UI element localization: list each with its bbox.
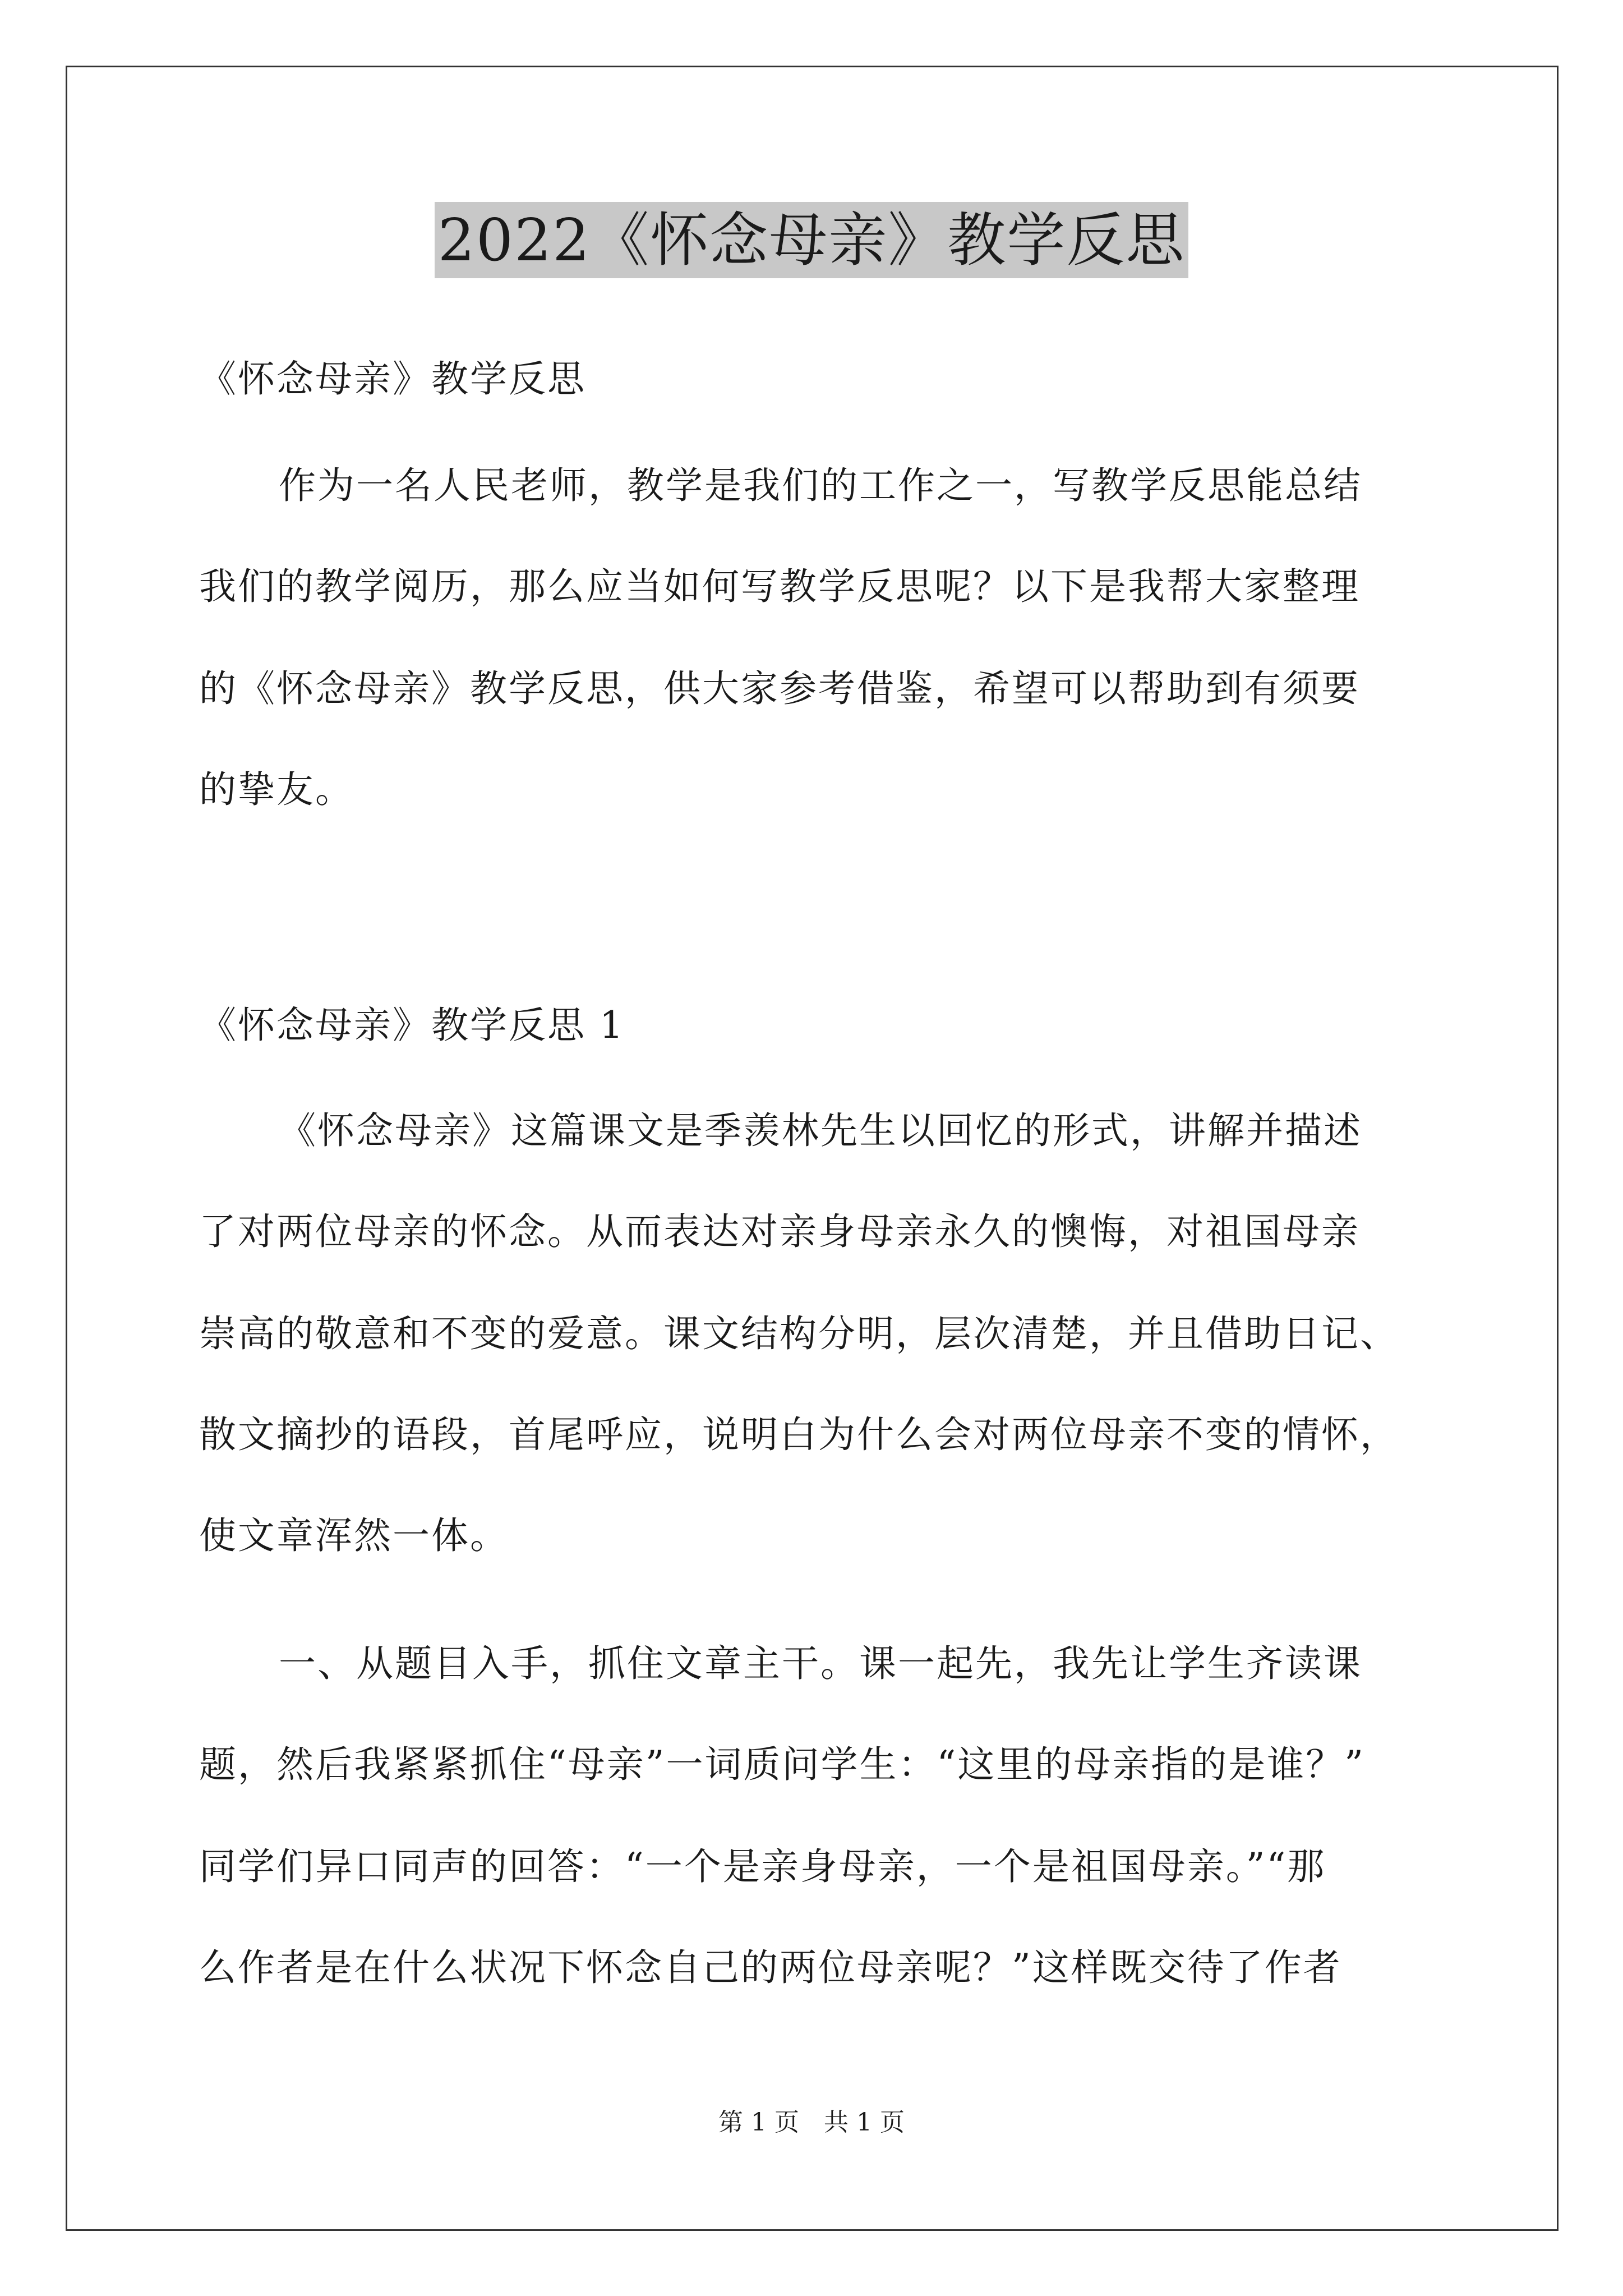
title-container [0, 202, 1623, 278]
page-footer: 第 1 页 共 1 页 [718, 2108, 905, 2137]
paragraph-line: 么作者是在什么状况下怀念自己的两位母亲呢？”这样既交待了作者 [199, 1946, 1342, 1989]
paragraph-line: 《怀念母亲》这篇课文是季羡林先生以回忆的形式，讲解并描述 [279, 1109, 1362, 1152]
paragraph-line: 使文章浑然一体。 [199, 1514, 509, 1557]
paragraph-line: 题，然后我紧紧抓住“母亲”一词质问学生：“这里的母亲指的是谁？” [199, 1743, 1365, 1786]
intro-line: 我们的教学阅历，那么应当如何写教学反思呢？以下是我帮大家整理 [199, 565, 1360, 608]
paragraph-line: 一、从题目入手，抓住文章主干。课一起先，我先让学生齐读课 [279, 1642, 1362, 1685]
paragraph-line: 了对两位母亲的怀念。从而表达对亲身母亲永久的懊悔，对祖国母亲 [199, 1210, 1360, 1253]
paragraph-line: 崇高的敬意和不变的爱意。课文结构分明，层次清楚，并且借助日记、 [199, 1312, 1399, 1355]
paragraph-line: 散文摘抄的语段，首尾呼应，说明白为什么会对两位母亲不变的情怀， [199, 1413, 1399, 1456]
document-title: 2022《怀念母亲》教学反思 [435, 202, 1189, 278]
intro-line: 的《怀念母亲》教学反思，供大家参考借鉴，希望可以帮助到有须要 [199, 667, 1360, 710]
intro-line: 的挚友。 [199, 768, 354, 811]
paragraph-line: 同学们异口同声的回答：“一个是亲身母亲，一个是祖国母亲。”“那 [199, 1845, 1326, 1888]
subtitle: 《怀念母亲》教学反思 [199, 357, 586, 401]
section-heading: 《怀念母亲》教学反思 1 [199, 1004, 625, 1047]
intro-line: 作为一名人民老师，教学是我们的工作之一，写教学反思能总结 [279, 464, 1362, 507]
